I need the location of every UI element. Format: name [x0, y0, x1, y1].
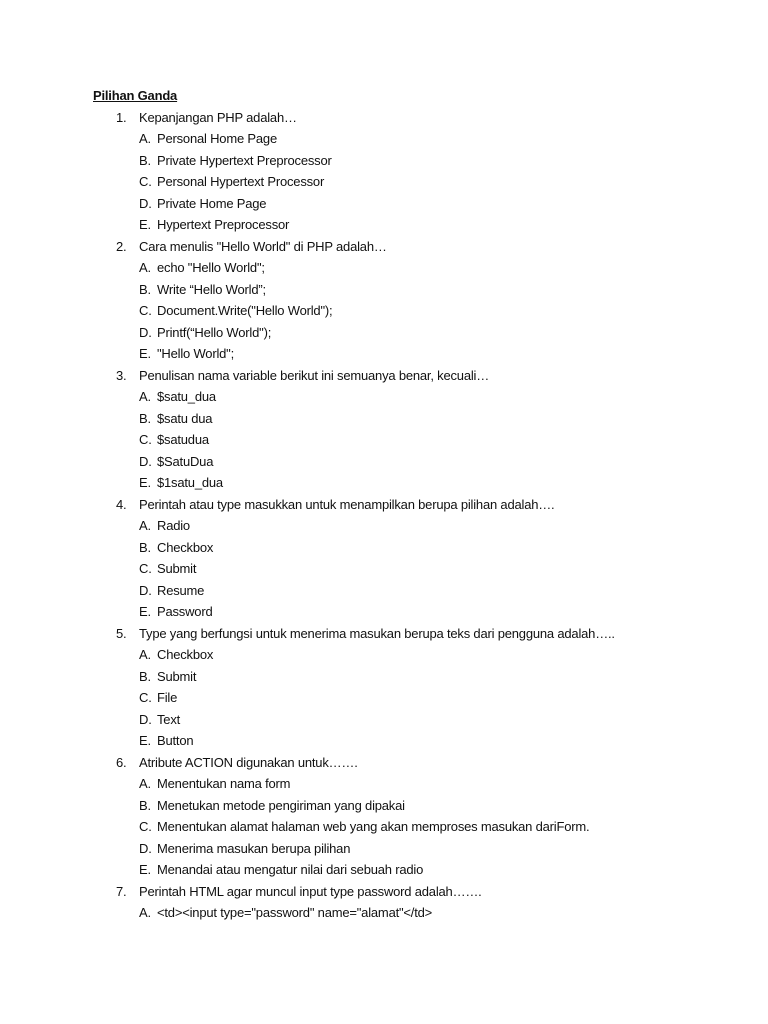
option-letter: A. — [139, 131, 151, 146]
option-letter: C. — [139, 819, 152, 834]
option-letter: D. — [139, 324, 152, 340]
question-number: 6. — [116, 754, 127, 770]
option-letter: A. — [139, 518, 151, 533]
question-5 — [93, 623, 733, 645]
option-text: Radio — [157, 518, 190, 533]
question-number: 2. — [116, 238, 127, 254]
option-text: Private Home Page — [157, 195, 267, 211]
option-4-d — [93, 580, 733, 602]
option-text: Submit — [157, 668, 197, 684]
option-letter: B. — [139, 152, 151, 168]
option-1-d — [93, 193, 733, 215]
option-7-a — [93, 902, 733, 924]
option-6-c — [93, 816, 733, 838]
option-2-a — [93, 257, 733, 279]
question-text: Cara menulis "Hello World" di PHP adalah… — [139, 238, 387, 254]
option-letter: A. — [139, 260, 151, 275]
option-letter: A. — [139, 905, 151, 920]
option-2-e — [93, 343, 733, 365]
option-text: $satu_dua — [157, 389, 216, 404]
question-2 — [93, 236, 733, 258]
option-letter: C. — [139, 432, 152, 447]
option-text: Menentukan nama form — [157, 776, 291, 791]
option-4-b — [93, 537, 733, 559]
option-text: echo "Hello World"; — [157, 260, 265, 275]
option-3-e — [93, 472, 733, 494]
question-number: 7. — [116, 883, 127, 899]
option-text: Document.Write("Hello World"); — [157, 303, 333, 318]
section-heading: Pilihan Ganda — [93, 88, 178, 103]
option-letter: E. — [139, 475, 151, 490]
question-text: Kepanjangan PHP adalah… — [139, 109, 297, 125]
option-3-c — [93, 429, 733, 451]
option-2-b — [93, 279, 733, 301]
option-text: Password — [157, 604, 213, 619]
option-letter: E. — [139, 733, 151, 748]
question-number: 3. — [116, 367, 127, 383]
option-text: Checkbox — [157, 539, 214, 555]
option-text: Submit — [157, 561, 197, 576]
option-text: $satu dua — [157, 410, 213, 426]
option-text: "Hello World"; — [157, 346, 234, 361]
question-number: 4. — [116, 496, 127, 512]
option-text: <td><input type="password" name="alamat"</td> — [157, 905, 433, 920]
option-text: Personal Home Page — [157, 131, 277, 146]
question-number: 5. — [116, 625, 127, 641]
option-text: Menandai atau mengatur nilai dari sebuah radio — [157, 862, 424, 877]
option-1-b — [93, 150, 733, 172]
option-text: Menetukan metode pengiriman yang dipakai — [157, 797, 405, 813]
option-3-a — [93, 386, 733, 408]
question-4 — [93, 494, 733, 516]
option-4-a — [93, 515, 733, 537]
option-text: File — [157, 690, 178, 705]
option-5-e — [93, 730, 733, 752]
option-letter: B. — [139, 281, 151, 297]
option-letter: E. — [139, 862, 151, 877]
option-letter: D. — [139, 582, 152, 598]
question-number: 1. — [116, 109, 127, 125]
option-6-d — [93, 838, 733, 860]
question-text: Penulisan nama variable berikut ini semuanya benar, kecuali… — [139, 367, 490, 383]
question-6 — [93, 752, 733, 774]
option-6-e — [93, 859, 733, 881]
option-letter: C. — [139, 303, 152, 318]
option-3-d — [93, 451, 733, 473]
option-letter: B. — [139, 797, 151, 813]
option-text: Personal Hypertext Processor — [157, 174, 325, 189]
option-letter: A. — [139, 389, 151, 404]
option-letter: D. — [139, 840, 152, 856]
option-text: $satudua — [157, 432, 209, 447]
option-letter: B. — [139, 410, 151, 426]
question-text: Type yang berfungsi untuk menerima masukan berupa teks dari pengguna adalah….. — [139, 625, 615, 641]
option-1-c — [93, 171, 733, 193]
option-letter: D. — [139, 711, 152, 727]
question-text: Atribute ACTION digunakan untuk……. — [139, 754, 358, 770]
option-text: $SatuDua — [157, 453, 214, 469]
option-letter: C. — [139, 174, 152, 189]
option-6-a — [93, 773, 733, 795]
option-letter: B. — [139, 539, 151, 555]
question-3 — [93, 365, 733, 387]
question-1 — [93, 107, 733, 129]
question-text: Perintah HTML agar muncul input type password adalah……. — [139, 883, 482, 899]
option-text: Checkbox — [157, 647, 214, 662]
option-text: Menentukan alamat halaman web yang akan memproses masukan dariForm. — [157, 819, 590, 834]
question-7 — [93, 881, 733, 903]
option-2-d — [93, 322, 733, 344]
document-page — [93, 85, 733, 924]
option-1-e — [93, 214, 733, 236]
option-text: Text — [157, 711, 181, 727]
option-letter: E. — [139, 217, 151, 232]
option-text: Resume — [157, 582, 205, 598]
option-letter: E. — [139, 346, 151, 361]
option-5-a — [93, 644, 733, 666]
option-4-c — [93, 558, 733, 580]
option-2-c — [93, 300, 733, 322]
question-list — [93, 107, 733, 924]
option-letter: B. — [139, 668, 151, 684]
option-text: Hypertext Preprocessor — [157, 217, 290, 232]
option-letter: E. — [139, 604, 151, 619]
option-text: Button — [157, 733, 194, 748]
option-letter: A. — [139, 647, 151, 662]
option-5-d — [93, 709, 733, 731]
option-4-e — [93, 601, 733, 623]
option-text: Private Hypertext Preprocessor — [157, 152, 332, 168]
option-letter: A. — [139, 776, 151, 791]
option-letter: D. — [139, 195, 152, 211]
option-6-b — [93, 795, 733, 817]
option-letter: D. — [139, 453, 152, 469]
option-text: Menerima masukan berupa pilihan — [157, 840, 351, 856]
option-text: $1satu_dua — [157, 475, 223, 490]
option-letter: C. — [139, 690, 152, 705]
option-3-b — [93, 408, 733, 430]
option-5-b — [93, 666, 733, 688]
question-text: Perintah atau type masukkan untuk menampilkan berupa pilihan adalah…. — [139, 496, 555, 512]
option-text: Write “Hello World”; — [157, 281, 266, 297]
option-letter: C. — [139, 561, 152, 576]
option-1-a — [93, 128, 733, 150]
option-text: Printf(“Hello World"); — [157, 324, 272, 340]
option-5-c — [93, 687, 733, 709]
